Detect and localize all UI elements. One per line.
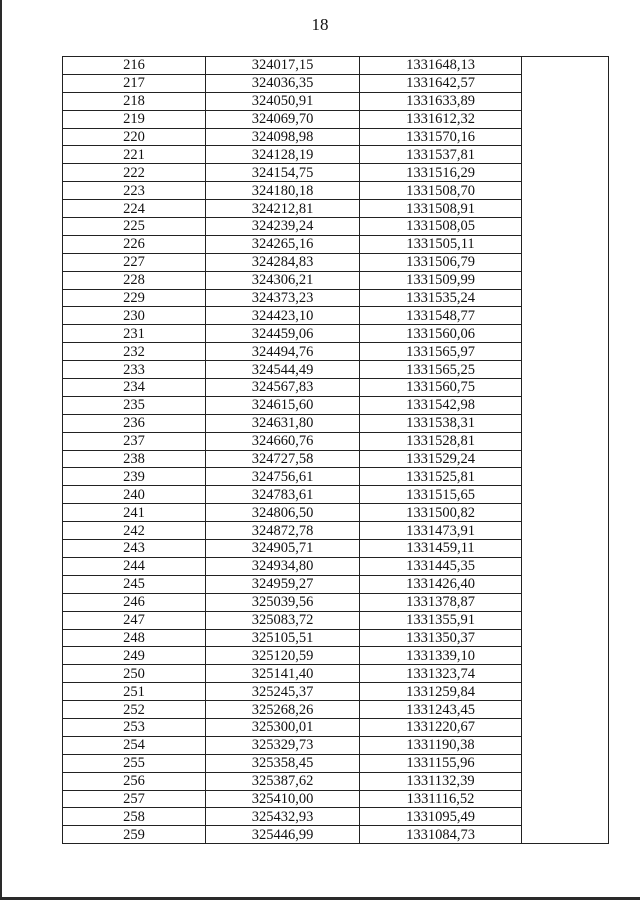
x-coordinate-cell: 324959,27 <box>206 575 360 593</box>
y-coordinate-cell: 1331155,96 <box>360 754 522 772</box>
empty-cell <box>522 396 609 414</box>
y-coordinate-cell: 1331538,31 <box>360 414 522 432</box>
table-row <box>63 92 609 110</box>
point-number-cell: 218 <box>63 92 206 110</box>
x-coordinate-cell: 325300,01 <box>206 718 360 736</box>
x-coordinate-cell: 324180,18 <box>206 182 360 200</box>
table-row <box>63 772 609 790</box>
table-row <box>63 182 609 200</box>
y-coordinate-cell: 1331084,73 <box>360 826 522 844</box>
empty-cell <box>522 289 609 307</box>
y-coordinate-cell: 1331378,87 <box>360 593 522 611</box>
y-coordinate-cell: 1331243,45 <box>360 701 522 719</box>
empty-cell <box>522 468 609 486</box>
empty-cell <box>522 683 609 701</box>
table-row <box>63 414 609 432</box>
empty-cell <box>522 92 609 110</box>
table-row <box>63 432 609 450</box>
empty-cell <box>522 504 609 522</box>
coordinates-table <box>62 56 609 844</box>
empty-cell <box>522 665 609 683</box>
table-row <box>63 253 609 271</box>
table-row <box>63 396 609 414</box>
table-row <box>63 701 609 719</box>
empty-cell <box>522 235 609 253</box>
table-row <box>63 74 609 92</box>
empty-cell <box>522 57 609 75</box>
x-coordinate-cell: 325432,93 <box>206 808 360 826</box>
y-coordinate-cell: 1331508,91 <box>360 200 522 218</box>
point-number-cell: 233 <box>63 361 206 379</box>
table-row <box>63 557 609 575</box>
x-coordinate-cell: 324423,10 <box>206 307 360 325</box>
y-coordinate-cell: 1331355,91 <box>360 611 522 629</box>
y-coordinate-cell: 1331323,74 <box>360 665 522 683</box>
y-coordinate-cell: 1331339,10 <box>360 647 522 665</box>
point-number-cell: 253 <box>63 718 206 736</box>
x-coordinate-cell: 324494,76 <box>206 343 360 361</box>
table-row <box>63 361 609 379</box>
y-coordinate-cell: 1331445,35 <box>360 557 522 575</box>
x-coordinate-cell: 325268,26 <box>206 701 360 719</box>
empty-cell <box>522 575 609 593</box>
y-coordinate-cell: 1331350,37 <box>360 629 522 647</box>
table-row <box>63 540 609 558</box>
empty-cell <box>522 450 609 468</box>
x-coordinate-cell: 324036,35 <box>206 74 360 92</box>
point-number-cell: 235 <box>63 396 206 414</box>
y-coordinate-cell: 1331459,11 <box>360 540 522 558</box>
y-coordinate-cell: 1331548,77 <box>360 307 522 325</box>
empty-cell <box>522 379 609 397</box>
x-coordinate-cell: 324459,06 <box>206 325 360 343</box>
empty-cell <box>522 629 609 647</box>
point-number-cell: 250 <box>63 665 206 683</box>
y-coordinate-cell: 1331132,39 <box>360 772 522 790</box>
y-coordinate-cell: 1331612,32 <box>360 110 522 128</box>
empty-cell <box>522 325 609 343</box>
x-coordinate-cell: 324806,50 <box>206 504 360 522</box>
y-coordinate-cell: 1331560,06 <box>360 325 522 343</box>
table-row <box>63 379 609 397</box>
x-coordinate-cell: 324284,83 <box>206 253 360 271</box>
point-number-cell: 246 <box>63 593 206 611</box>
empty-cell <box>522 218 609 236</box>
point-number-cell: 248 <box>63 629 206 647</box>
y-coordinate-cell: 1331529,24 <box>360 450 522 468</box>
x-coordinate-cell: 324615,60 <box>206 396 360 414</box>
point-number-cell: 221 <box>63 146 206 164</box>
table-row <box>63 665 609 683</box>
table-row <box>63 468 609 486</box>
empty-cell <box>522 486 609 504</box>
x-coordinate-cell: 324239,24 <box>206 218 360 236</box>
y-coordinate-cell: 1331565,97 <box>360 343 522 361</box>
point-number-cell: 226 <box>63 235 206 253</box>
x-coordinate-cell: 324069,70 <box>206 110 360 128</box>
y-coordinate-cell: 1331648,13 <box>360 57 522 75</box>
table-row <box>63 629 609 647</box>
point-number-cell: 244 <box>63 557 206 575</box>
y-coordinate-cell: 1331506,79 <box>360 253 522 271</box>
y-coordinate-cell: 1331570,16 <box>360 128 522 146</box>
y-coordinate-cell: 1331516,29 <box>360 164 522 182</box>
y-coordinate-cell: 1331528,81 <box>360 432 522 450</box>
table-row <box>63 200 609 218</box>
table-row <box>63 57 609 75</box>
point-number-cell: 237 <box>63 432 206 450</box>
x-coordinate-cell: 324098,98 <box>206 128 360 146</box>
x-coordinate-cell: 324727,58 <box>206 450 360 468</box>
point-number-cell: 247 <box>63 611 206 629</box>
x-coordinate-cell: 324872,78 <box>206 522 360 540</box>
point-number-cell: 255 <box>63 754 206 772</box>
y-coordinate-cell: 1331505,11 <box>360 235 522 253</box>
empty-cell <box>522 74 609 92</box>
x-coordinate-cell: 325141,40 <box>206 665 360 683</box>
point-number-cell: 234 <box>63 379 206 397</box>
x-coordinate-cell: 325329,73 <box>206 736 360 754</box>
x-coordinate-cell: 324017,15 <box>206 57 360 75</box>
x-coordinate-cell: 324306,21 <box>206 271 360 289</box>
empty-cell <box>522 343 609 361</box>
x-coordinate-cell: 325120,59 <box>206 647 360 665</box>
table-row <box>63 718 609 736</box>
x-coordinate-cell: 324567,83 <box>206 379 360 397</box>
table-row <box>63 808 609 826</box>
table-row <box>63 593 609 611</box>
x-coordinate-cell: 324756,61 <box>206 468 360 486</box>
point-number-cell: 232 <box>63 343 206 361</box>
coordinates-table-body <box>63 57 609 844</box>
x-coordinate-cell: 325083,72 <box>206 611 360 629</box>
x-coordinate-cell: 324783,61 <box>206 486 360 504</box>
x-coordinate-cell: 324212,81 <box>206 200 360 218</box>
table-row <box>63 575 609 593</box>
point-number-cell: 228 <box>63 271 206 289</box>
point-number-cell: 242 <box>63 522 206 540</box>
y-coordinate-cell: 1331535,24 <box>360 289 522 307</box>
point-number-cell: 231 <box>63 325 206 343</box>
point-number-cell: 225 <box>63 218 206 236</box>
empty-cell <box>522 253 609 271</box>
y-coordinate-cell: 1331220,67 <box>360 718 522 736</box>
point-number-cell: 249 <box>63 647 206 665</box>
point-number-cell: 217 <box>63 74 206 92</box>
empty-cell <box>522 432 609 450</box>
empty-cell <box>522 414 609 432</box>
point-number-cell: 259 <box>63 826 206 844</box>
empty-cell <box>522 522 609 540</box>
table-row <box>63 343 609 361</box>
x-coordinate-cell: 324905,71 <box>206 540 360 558</box>
point-number-cell: 240 <box>63 486 206 504</box>
x-coordinate-cell: 324373,23 <box>206 289 360 307</box>
empty-cell <box>522 146 609 164</box>
x-coordinate-cell: 325245,37 <box>206 683 360 701</box>
coordinates-table-container <box>62 56 608 844</box>
table-row <box>63 683 609 701</box>
empty-cell <box>522 701 609 719</box>
y-coordinate-cell: 1331560,75 <box>360 379 522 397</box>
x-coordinate-cell: 325410,00 <box>206 790 360 808</box>
point-number-cell: 251 <box>63 683 206 701</box>
point-number-cell: 219 <box>63 110 206 128</box>
empty-cell <box>522 611 609 629</box>
empty-cell <box>522 361 609 379</box>
point-number-cell: 223 <box>63 182 206 200</box>
empty-cell <box>522 790 609 808</box>
point-number-cell: 257 <box>63 790 206 808</box>
y-coordinate-cell: 1331633,89 <box>360 92 522 110</box>
page-number: 18 <box>311 15 329 34</box>
empty-cell <box>522 772 609 790</box>
point-number-cell: 252 <box>63 701 206 719</box>
x-coordinate-cell: 324154,75 <box>206 164 360 182</box>
y-coordinate-cell: 1331095,49 <box>360 808 522 826</box>
y-coordinate-cell: 1331508,05 <box>360 218 522 236</box>
point-number-cell: 238 <box>63 450 206 468</box>
point-number-cell: 254 <box>63 736 206 754</box>
empty-cell <box>522 540 609 558</box>
x-coordinate-cell: 324265,16 <box>206 235 360 253</box>
x-coordinate-cell: 324128,19 <box>206 146 360 164</box>
point-number-cell: 230 <box>63 307 206 325</box>
x-coordinate-cell: 324660,76 <box>206 432 360 450</box>
scan-edge-left <box>0 0 2 900</box>
table-row <box>63 522 609 540</box>
x-coordinate-cell: 325387,62 <box>206 772 360 790</box>
point-number-cell: 224 <box>63 200 206 218</box>
table-row <box>63 647 609 665</box>
table-row <box>63 736 609 754</box>
point-number-cell: 243 <box>63 540 206 558</box>
y-coordinate-cell: 1331426,40 <box>360 575 522 593</box>
table-row <box>63 271 609 289</box>
empty-cell <box>522 271 609 289</box>
y-coordinate-cell: 1331116,52 <box>360 790 522 808</box>
table-row <box>63 128 609 146</box>
y-coordinate-cell: 1331525,81 <box>360 468 522 486</box>
empty-cell <box>522 164 609 182</box>
x-coordinate-cell: 325105,51 <box>206 629 360 647</box>
empty-cell <box>522 736 609 754</box>
table-row <box>63 235 609 253</box>
point-number-cell: 227 <box>63 253 206 271</box>
empty-cell <box>522 110 609 128</box>
x-coordinate-cell: 324544,49 <box>206 361 360 379</box>
y-coordinate-cell: 1331509,99 <box>360 271 522 289</box>
empty-cell <box>522 754 609 772</box>
table-row <box>63 826 609 844</box>
empty-cell <box>522 593 609 611</box>
y-coordinate-cell: 1331537,81 <box>360 146 522 164</box>
x-coordinate-cell: 324934,80 <box>206 557 360 575</box>
y-coordinate-cell: 1331565,25 <box>360 361 522 379</box>
table-row <box>63 504 609 522</box>
point-number-cell: 258 <box>63 808 206 826</box>
table-row <box>63 486 609 504</box>
empty-cell <box>522 808 609 826</box>
table-row <box>63 164 609 182</box>
table-row <box>63 790 609 808</box>
x-coordinate-cell: 325358,45 <box>206 754 360 772</box>
x-coordinate-cell: 325446,99 <box>206 826 360 844</box>
point-number-cell: 216 <box>63 57 206 75</box>
y-coordinate-cell: 1331190,38 <box>360 736 522 754</box>
point-number-cell: 241 <box>63 504 206 522</box>
table-row <box>63 754 609 772</box>
table-row <box>63 289 609 307</box>
x-coordinate-cell: 325039,56 <box>206 593 360 611</box>
x-coordinate-cell: 324631,80 <box>206 414 360 432</box>
empty-cell <box>522 826 609 844</box>
empty-cell <box>522 307 609 325</box>
empty-cell <box>522 128 609 146</box>
y-coordinate-cell: 1331500,82 <box>360 504 522 522</box>
table-row <box>63 325 609 343</box>
y-coordinate-cell: 1331473,91 <box>360 522 522 540</box>
point-number-cell: 229 <box>63 289 206 307</box>
table-row <box>63 218 609 236</box>
y-coordinate-cell: 1331259,84 <box>360 683 522 701</box>
point-number-cell: 239 <box>63 468 206 486</box>
empty-cell <box>522 182 609 200</box>
y-coordinate-cell: 1331542,98 <box>360 396 522 414</box>
empty-cell <box>522 647 609 665</box>
y-coordinate-cell: 1331508,70 <box>360 182 522 200</box>
empty-cell <box>522 718 609 736</box>
point-number-cell: 220 <box>63 128 206 146</box>
table-row <box>63 611 609 629</box>
table-row <box>63 450 609 468</box>
empty-cell <box>522 200 609 218</box>
x-coordinate-cell: 324050,91 <box>206 92 360 110</box>
y-coordinate-cell: 1331515,65 <box>360 486 522 504</box>
point-number-cell: 245 <box>63 575 206 593</box>
table-row <box>63 146 609 164</box>
point-number-cell: 236 <box>63 414 206 432</box>
table-row <box>63 307 609 325</box>
y-coordinate-cell: 1331642,57 <box>360 74 522 92</box>
empty-cell <box>522 557 609 575</box>
table-row <box>63 110 609 128</box>
point-number-cell: 256 <box>63 772 206 790</box>
point-number-cell: 222 <box>63 164 206 182</box>
